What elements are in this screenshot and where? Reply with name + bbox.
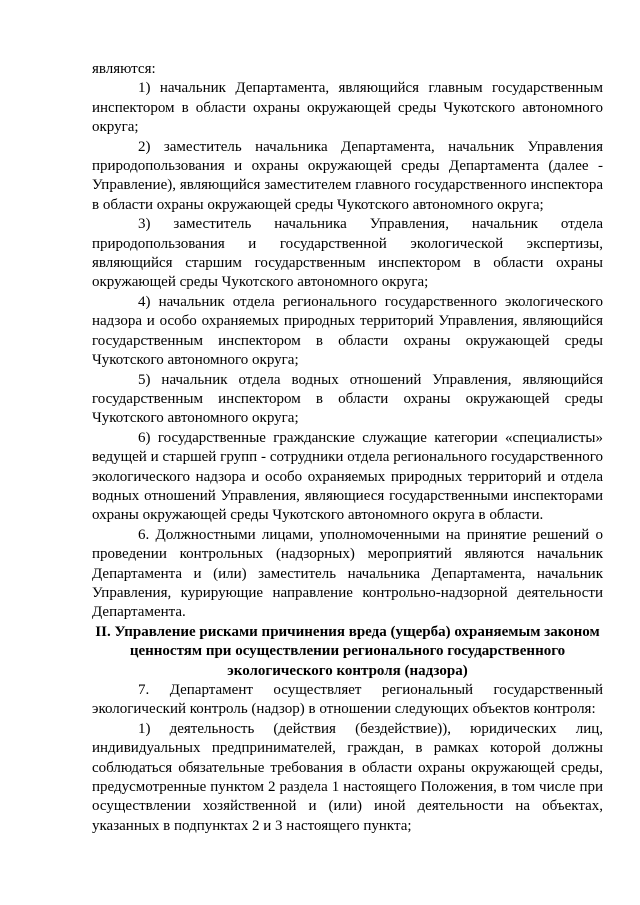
paragraph-7-item-1: 1) деятельность (действия (бездействие)), юридических лиц, индивидуальных предпринимателей, граждан, в рамках которой должны соблюдаться обязательные требования в области охраны окружающей среды, предусмотренные пунктом 2 раздела 1 настоящего Положения, в том числе при осуществлении хозяйственной и (или) иной деятельности на объектах, указанных в подпунктах 2 и 3 настоящего пункта; bbox=[92, 720, 603, 834]
list-item-1: 1) начальник Департамента, являющийся главным государственным инспектором в области охраны окружающей среды Чукотского автономного округа; bbox=[92, 80, 603, 136]
document-body bbox=[92, 60, 603, 836]
list-item-6: 6) государственные гражданские служащие категории «специалисты» ведущей и старшей групп - сотрудники отдела регионального государственного экологического надзора и особо охраняемых природных территорий и отдела водных отношений Управления, являющиеся государственными инспекторами охраны окружающей среды Чукотского автономного округа в области. bbox=[92, 429, 603, 524]
section-heading: II. Управление рисками причинения вреда (ущерба) охраняемым законом ценностям при осуществлении регионального государственного экологического контроля (надзора) bbox=[95, 623, 600, 679]
paragraph-6: 6. Должностными лицами, уполномоченными на принятие решений о проведении контрольных (надзорных) мероприятий являются начальник Департамента и (или) заместитель начальника Департамента, начальник Управления, курирующие направление контрольно-надзорной деятельности Департамента. bbox=[92, 526, 603, 621]
list-item-3: 3) заместитель начальника Управления, начальник отдела природопользования и государственной экологической экспертизы, являющийся старшим государственным инспектором в области охраны окружающей среды Чукотского автономного округа; bbox=[92, 216, 603, 291]
intro-line: являются: bbox=[92, 61, 156, 77]
paragraph-7: 7. Департамент осуществляет региональный государственный экологический контроль (надзор) в отношении следующих объектов контроля: bbox=[92, 682, 603, 718]
list-item-4: 4) начальник отдела регионального государственного экологического надзора и особо охраняемых природных территорий Управления, являющийся государственным инспектором в области охраны окружающей среды Чукотского автономного округа; bbox=[92, 293, 603, 369]
list-item-5: 5) начальник отдела водных отношений Управления, являющийся государственным инспектором в области охраны окружающей среды Чукотского автономного округа; bbox=[92, 371, 603, 427]
list-item-2: 2) заместитель начальника Департамента, начальник Управления природопользования и охраны окружающей среды Департамента (далее - Управление), являющийся заместителем главного государственного инспектора в области охраны окружающей среды Чукотского автономного округа; bbox=[92, 138, 603, 213]
